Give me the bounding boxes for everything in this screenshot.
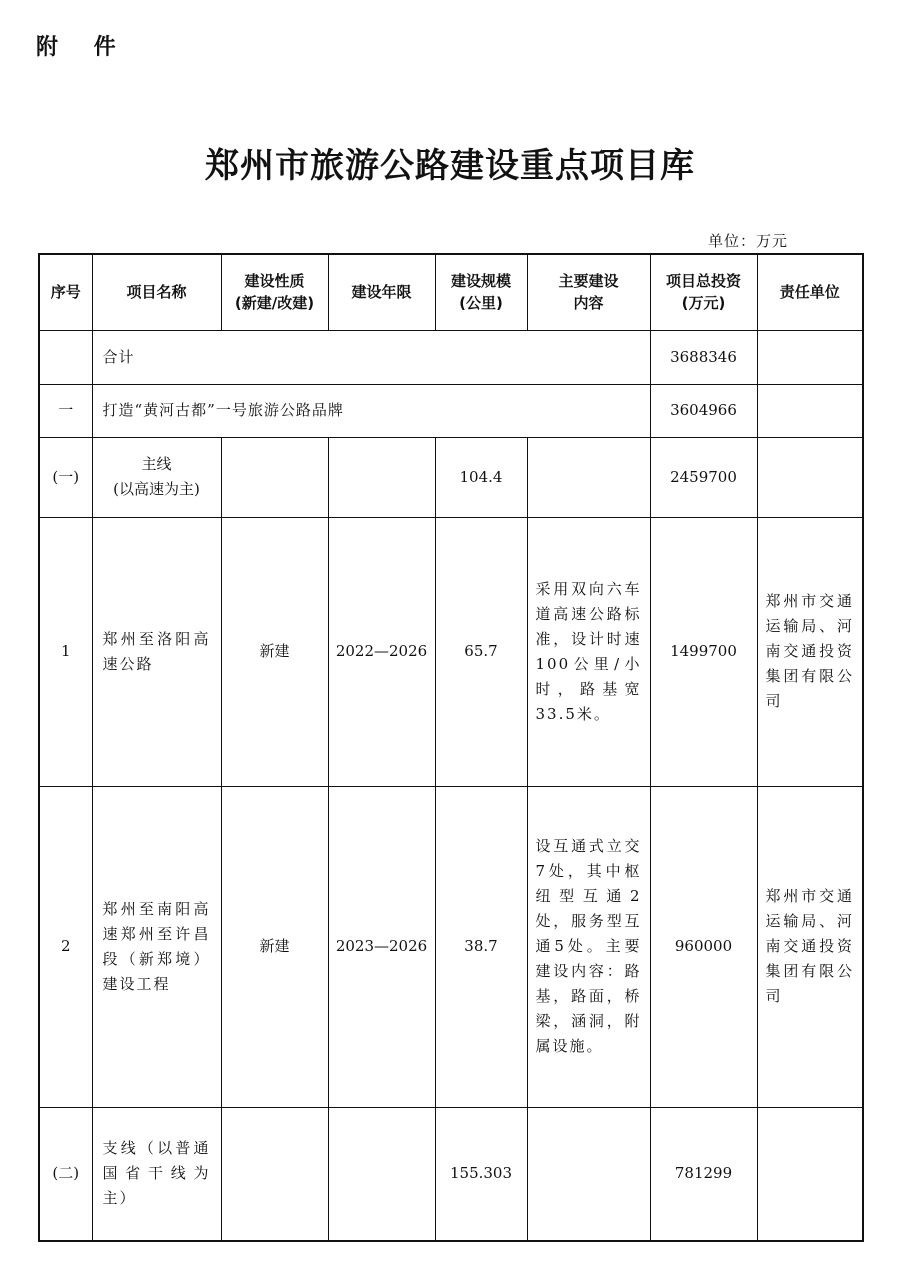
cell-empty: [527, 437, 650, 517]
row-nature: 新建: [221, 786, 328, 1107]
header-period: 建设年限: [328, 254, 435, 330]
header-name: 项目名称: [92, 254, 221, 330]
total-row: [39, 330, 863, 384]
row-owner: 郑州市交通运输局、河南交通投资集团有限公司: [757, 786, 863, 1107]
group-seq: (一): [39, 437, 92, 517]
group-name: 主线 (以高速为主): [92, 437, 221, 517]
row-name: 郑州至洛阳高速公路: [92, 517, 221, 786]
project-table: [38, 253, 864, 1242]
header-investment: 项目总投资 (万元): [650, 254, 757, 330]
section-row: [39, 384, 863, 437]
row-period: 2023—2026: [328, 786, 435, 1107]
group-row: [39, 1107, 863, 1241]
group-scale: 155.303: [435, 1107, 527, 1241]
cell-empty: [757, 384, 863, 437]
row-seq: 2: [39, 786, 92, 1107]
row-investment: 1499700: [650, 517, 757, 786]
section-seq: 一: [39, 384, 92, 437]
cell-empty: [757, 1107, 863, 1241]
group-investment: 781299: [650, 1107, 757, 1241]
attachment-label: 附 件: [36, 35, 130, 60]
cell-empty: [757, 330, 863, 384]
total-label: 合计: [92, 330, 650, 384]
cell-empty: [39, 330, 92, 384]
group-seq: (二): [39, 1107, 92, 1241]
row-scale: 65.7: [435, 517, 527, 786]
header-scale: 建设规模 (公里): [435, 254, 527, 330]
cell-empty: [527, 1107, 650, 1241]
row-period: 2022—2026: [328, 517, 435, 786]
header-seq: 序号: [39, 254, 92, 330]
row-name: 郑州至南阳高速郑州至许昌段（新郑境）建设工程: [92, 786, 221, 1107]
row-content: 采用双向六车道高速公路标准，设计时速100公里/小时，路基宽33.5米。: [527, 517, 650, 786]
group-name: 支线（以普通国省干线为主）: [92, 1107, 221, 1241]
cell-empty: [328, 1107, 435, 1241]
header-row: [39, 254, 863, 330]
row-owner: 郑州市交通运输局、河南交通投资集团有限公司: [757, 517, 863, 786]
total-investment: 3688346: [650, 330, 757, 384]
table-row: [39, 517, 863, 786]
group-row: [39, 437, 863, 517]
cell-empty: [757, 437, 863, 517]
section-investment: 3604966: [650, 384, 757, 437]
cell-empty: [328, 437, 435, 517]
row-content: 设互通式立交7处，其中枢纽型互通2处，服务型互通5处。主要建设内容：路基，路面，桥梁，涵洞，附属设施。: [527, 786, 650, 1107]
cell-empty: [221, 437, 328, 517]
row-scale: 38.7: [435, 786, 527, 1107]
section-name: 打造“黄河古都”一号旅游公路品牌: [92, 384, 650, 437]
header-owner: 责任单位: [757, 254, 863, 330]
row-seq: 1: [39, 517, 92, 786]
header-nature: 建设性质 (新建/改建): [221, 254, 328, 330]
header-content: 主要建设 内容: [527, 254, 650, 330]
unit-note: 单位：万元: [708, 232, 789, 250]
row-nature: 新建: [221, 517, 328, 786]
table-row: [39, 786, 863, 1107]
cell-empty: [221, 1107, 328, 1241]
row-investment: 960000: [650, 786, 757, 1107]
group-scale: 104.4: [435, 437, 527, 517]
group-investment: 2459700: [650, 437, 757, 517]
page-title: 郑州市旅游公路建设重点项目库: [205, 146, 695, 186]
